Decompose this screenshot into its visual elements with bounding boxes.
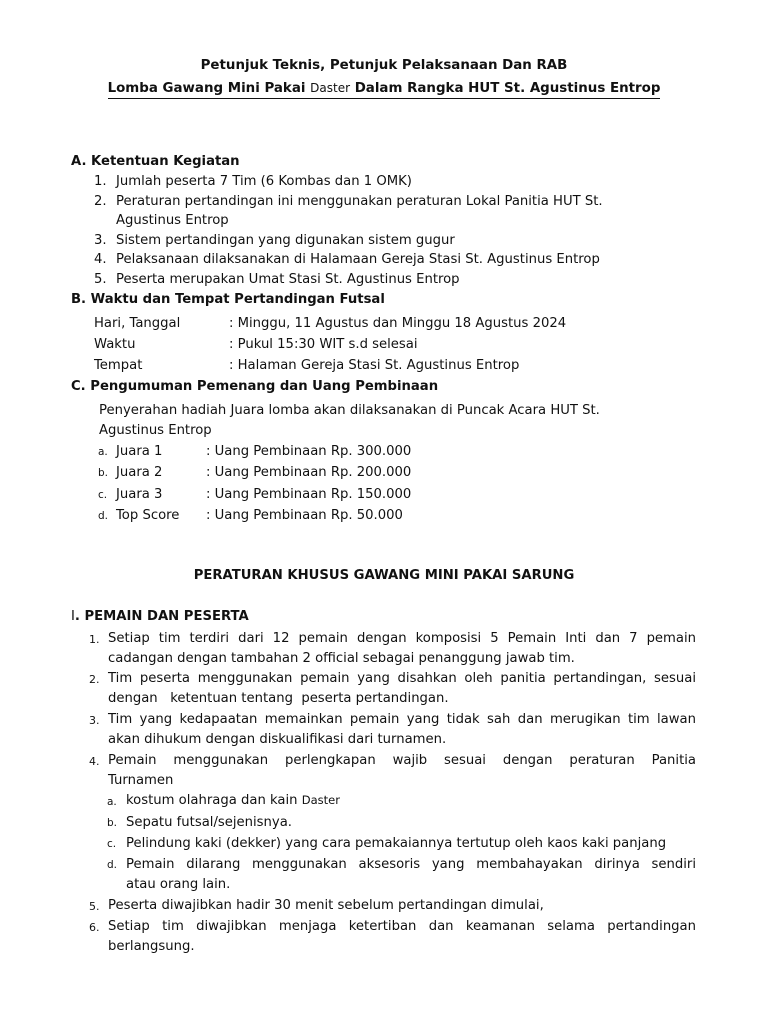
rule-text-cont: akan dihukum dengan diskualifikasi dari turnamen. [108,732,447,747]
rule-num: 4. [89,755,100,768]
sub-rule-text-cont: atau orang lain. [126,877,231,892]
section-c-intro-cont: Agustinus Entrop [99,423,212,438]
section-i-heading [71,609,249,624]
rule-num: 1. [89,633,100,646]
section-a-item-num: 1. [94,174,107,189]
section-a-item-num: 2. [94,194,107,209]
sub-rule-text: Pemain dilarang menggunakan aksesoris yang membahayakan dirinya sendiri [126,857,696,872]
subtitle-part-3: Dalam Rangka HUT St. Agustinus Entrop [354,81,661,96]
sub-rule-text: Pelindung kaki (dekker) yang cara pemakaiannya tertutup oleh kaos kaki panjang [126,836,667,851]
section-a-item-num: 5. [94,272,107,287]
rule-text: Peserta diwajibkan hadir 30 menit sebelum pertandingan dimulai, [108,898,544,913]
prize-label: Juara 2 [116,465,163,480]
document-title: Petunjuk Teknis, Petunjuk Pelaksanaan Dan RAB [200,58,568,73]
section-b-heading: B. Waktu dan Tempat Pertandingan Futsal [71,292,385,307]
rule-text-cont: Turnamen [108,773,174,788]
rule-text: Pemain menggunakan perlengkapan wajib sesuai dengan peraturan Panitia [108,753,696,768]
rule-text: Tim peserta menggunakan pemain yang disahkan oleh panitia pertandingan, sesuai [108,671,696,686]
rule-text-cont: berlangsung. [108,939,195,954]
schedule-label: Hari, Tanggal [94,316,181,331]
section-a-item-num: 4. [94,252,107,267]
section-a-item-text-cont: Agustinus Entrop [116,213,229,228]
schedule-label: Tempat [94,358,143,373]
prize-label: Top Score [116,508,180,523]
prize-letter: b. [98,467,109,479]
section-a-item-text: Jumlah peserta 7 Tim (6 Kombas dan 1 OMK) [116,174,412,189]
rule-text: Tim yang kedapaatan memainkan pemain yang tidak sah dan merugikan tim lawan [108,712,696,727]
section-a-item-text: Peraturan pertandingan ini menggunakan peraturan Lokal Panitia HUT St. [116,194,603,209]
schedule-value: : Halaman Gereja Stasi St. Agustinus Entrop [229,358,520,373]
prize-label: Juara 1 [116,444,163,459]
schedule-value: : Minggu, 11 Agustus dan Minggu 18 Agustus 2024 [229,316,567,331]
prize-value: : Uang Pembinaan Rp. 150.000 [206,487,412,502]
rule-num: 2. [89,673,100,686]
section-a-item-text: Pelaksanaan dilaksanakan di Halamaan Gereja Stasi St. Agustinus Entrop [116,252,600,267]
section-a-item-text: Peserta merupakan Umat Stasi St. Agustinus Entrop [116,272,460,287]
section-a-item-text: Sistem pertandingan yang digunakan sistem gugur [116,233,455,248]
section-c-intro: Penyerahan hadiah Juara lomba akan dilaksanakan di Puncak Acara HUT St. [99,403,600,418]
subtitle-part-1: Lomba Gawang Mini Pakai [107,81,306,96]
prize-letter: a. [98,446,108,458]
document-subtitle-underlined [108,81,661,99]
rule-num: 5. [89,900,100,913]
rule-num: 3. [89,714,100,727]
prize-letter: d. [98,510,109,522]
rule-text-cont: dengan ketentuan tentang peserta pertandingan. [108,691,449,706]
sub-rule-letter: b. [107,817,118,829]
sub-rule-text-small: Daster [301,793,340,807]
section-i-roman: I [71,609,75,624]
sub-rule-letter: d. [107,859,118,871]
subtitle-part-2: Daster [310,81,351,95]
prize-letter: c. [98,489,108,501]
prize-label: Juara 3 [116,487,163,502]
sub-rule-text [126,793,340,808]
section-c-heading: C. Pengumuman Pemenang dan Uang Pembinaan [71,379,439,394]
section-a-heading: A. Ketentuan Kegiatan [71,154,240,169]
sub-rule-letter: c. [107,838,117,850]
section-a-item-num: 3. [94,233,107,248]
rules-title: PERATURAN KHUSUS GAWANG MINI PAKAI SARUNG [193,568,575,583]
schedule-label: Waktu [94,337,136,352]
rule-num: 6. [89,921,100,934]
prize-value: : Uang Pembinaan Rp. 50.000 [206,508,403,523]
prize-value: : Uang Pembinaan Rp. 300.000 [206,444,412,459]
prize-value: : Uang Pembinaan Rp. 200.000 [206,465,412,480]
section-i-heading-text: . PEMAIN DAN PESERTA [74,609,249,624]
rule-text: Setiap tim diwajibkan menjaga ketertiban dan keamanan selama pertandingan [108,919,696,934]
rule-text: Setiap tim terdiri dari 12 pemain dengan komposisi 5 Pemain Inti dan 7 pemain [108,631,696,646]
sub-rule-text: Sepatu futsal/sejenisnya. [126,815,292,830]
rule-text-cont: cadangan dengan tambahan 2 official sebagai penanggung jawab tim. [108,651,575,666]
sub-rule-letter: a. [107,796,117,808]
document-subtitle [0,81,768,96]
sub-rule-text-main: kostum olahraga dan kain [126,793,298,808]
schedule-value: : Pukul 15:30 WIT s.d selesai [229,337,418,352]
